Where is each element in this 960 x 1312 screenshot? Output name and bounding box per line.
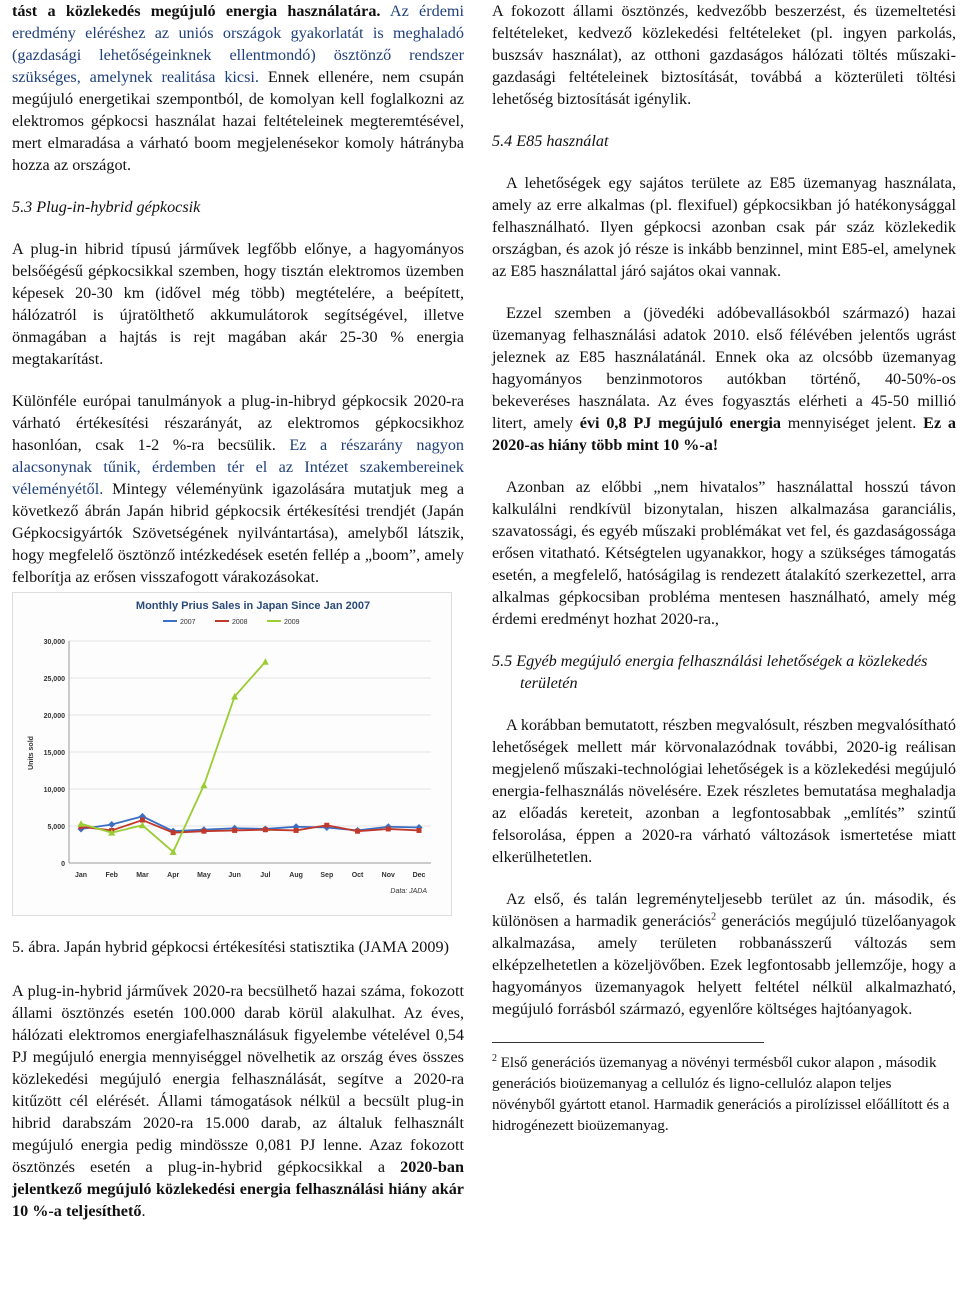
x-tick-label: Jan [74, 872, 88, 879]
next-gen-fuels-paragraph [492, 888, 956, 1020]
series-point-2008 [232, 828, 237, 833]
right-column [492, 0, 956, 1137]
footnote-divider [492, 1042, 764, 1043]
series-point-2008 [324, 823, 329, 828]
footnote-text: Első generációs üzemanyag a növényi termésből cukor alapon , második generációs bioüzemanyag a cellulóz és ligno-cellulóz alapon teljes növényből gyártott etanol. Harmadik generációs a pirolízissel előállított és a hidrogénezett bioüzemanyag. [492, 1055, 950, 1134]
section-5-5-heading: 5.5 Egyéb megújuló energia felhasználási lehetőségek a közlekedés területén [492, 652, 928, 692]
series-point-2009 [200, 782, 207, 789]
estimate-bold: 2020-ban jelentkező megújuló közlekedési energia felhasználási hiány akár 10 %-a teljesíthető [12, 1158, 464, 1220]
y-tick-label: 15,000 [43, 750, 65, 757]
next-gen-text-a: Az első, és talán legreményteljesebb terület az ún. második, és különösen a harmadik generációs [492, 890, 956, 930]
plugin-advantages-paragraph: A plug-in hibrid típusú járművek legfőbb előnye, a hagyományos belsőégésű gépkocsikkal szemben, hogy tisztán elektromos üzemben képesek 20-30 km (idővel még több) megtételére, a beépített, hálózatról is újratölthető akkumulátorok segítségével, illetve önmagában a hajtás is rejt magában akár 25-30 % energia megtakarítást. [12, 240, 464, 368]
intro-blue-text: Az érdemi eredmény eléréshez az uniós országok gyakorlatát is meghaladó (gazdasági lehetőségeinknek ellentmondó) ösztönző rendszer szükséges, amelynek realitása kicsi. [12, 2, 464, 86]
x-tick-label: Oct [351, 872, 364, 879]
estimate-end: . [141, 1202, 146, 1220]
x-tick-label: Apr [167, 872, 180, 879]
series-point-2009 [78, 820, 85, 827]
chart-title: Monthly Prius Sales in Japan Since Jan 2007 [135, 600, 371, 612]
other-options-paragraph: A korábban bemutatott, részben megvalósult, részben megvalósítható lehetőségek mellett már körvonalazódnak további, 2020-ig reálisan megjelenő műszaki-technológiai lehetőségek is a közlekedési megújuló energia-felhasználás növelésére. Ezek részletes bemutatása meghaladja az előadás kereteit, azonban a legfontosabbak „említés” szintű felsorolása, éppen a 2020-ra várható változások ismertetése miatt elkerülhetetlen. [492, 716, 956, 866]
x-tick-label: Aug [289, 872, 303, 879]
x-tick-label: Mar [136, 872, 149, 879]
x-tick-label: Jun [228, 872, 241, 879]
next-gen-text-b: generációs megújuló tüzelőanyagok alkalmazása, amely területen robbanásszerű változás sem elképzelhetetlen a közeljövőben. Ezek legfontosabb jellemzője, hogy a hagyományos üzemanyagok helyett feltétel nélkül alkalmazható, megújuló forrásból származó, egyenlőre költséges hajtóanyagok. [492, 912, 956, 1018]
y-tick-label: 10,000 [43, 787, 65, 794]
intro-paragraph [12, 0, 464, 176]
section-5-3-heading: 5.3 Plug-in-hybrid gépkocsik [12, 198, 201, 216]
series-point-2008 [417, 828, 422, 833]
y-tick-label: 5,000 [47, 824, 65, 831]
studies-text-b: Ez a részarány nagyon alacsonynak tűnik, érdemben tér el az Intézet szakembereinek véleményétől. [12, 436, 465, 498]
series-point-2008 [294, 828, 299, 833]
e85-intro-paragraph: A lehetőségek egy sajátos területe az E85 üzemanyag használata, amely az erre alkalmas (pl. flexifuel) gépkocsikban jó hatékonysággal felhasználható. Ilyen gépkocsi azonban csak pár száz közlekedik országban, és azok jó része is inkább benzinnel, mint E85-el, amelynek az E85 használattal járó sajátos okai vannak. [492, 174, 956, 280]
e85-data-text: Ezzel szemben a (jövedéki adóbevallásokból származó) hazai üzemanyag felhasználási adatok 2010. első félévében jelentős ugrást jeleznek az E85 használatánál. Ennek oka az olcsóbb üzemanyag hagyományos benzinmotoros autókban történő, 40-50%-os bekeveréses használata. Az éves fogyasztás elérheti a 45-50 millió litert, amely [492, 304, 956, 432]
left-column [12, 0, 464, 1222]
footnote [492, 1053, 956, 1137]
x-tick-label: Sep [320, 872, 334, 879]
x-tick-label: Dec [412, 872, 426, 879]
estimate-text: A plug-in-hybrid járművek 2020-ra becsülhető hazai száma, fokozott állami ösztönzés esetén 100.000 darab körül alakulhat. Az éves, hálózati elektromos energiafelhasználásuk figyelembe vételével 0,54 PJ megújuló energia mennyiséggel növelhetik az ország éves összes közlekedési megújuló energia felhasználását, segítve a 2020-ra kitűzött cél elérését. Állami támogatások nélkül a becsült plug-in hibrid darabszám 2020-ra 15.000 darab, az általuk felhasznált megújuló energia pedig mindössze 0,081 PJ lenne. Azaz fokozott ösztönzés esetén a plug-in-hybrid gépkocsikkal a [12, 982, 464, 1176]
y-tick-label: 30,000 [43, 639, 65, 646]
series-point-2008 [355, 829, 360, 834]
series-point-2009 [262, 658, 269, 665]
chart-source: Data: JADA [390, 888, 427, 895]
y-axis-label: Units sold [28, 736, 35, 770]
x-tick-label: May [197, 872, 211, 879]
series-point-2008 [171, 830, 176, 835]
y-tick-label: 20,000 [43, 713, 65, 720]
series-line-2009 [81, 662, 265, 852]
y-tick-label: 25,000 [43, 676, 65, 683]
series-point-2008 [263, 827, 268, 832]
prius-sales-chart [12, 592, 452, 916]
e85-mid-text: mennyiséget jelent. [787, 414, 917, 432]
european-studies-paragraph [12, 390, 464, 588]
e85-data-paragraph [492, 302, 956, 456]
series-point-2008 [386, 826, 391, 831]
intro-bold: tást a közlekedés megújuló energia használatára. [12, 2, 381, 20]
legend-label-2008: 2008 [232, 619, 248, 626]
e85-bold-1: évi 0,8 PJ megújuló energia [579, 414, 781, 432]
x-tick-label: Feb [105, 872, 118, 879]
e85-bold-2: Ez a 2020-as hiány több mint 10 %-a! [492, 414, 957, 454]
footnote-ref: 2 [711, 911, 717, 923]
e85-unofficial-paragraph: Azonban az előbbi „nem hivatalos” használattal hosszú távon kalkulálni rendkívül bizonytalan, hiszen alkalmazása garanciális, szavatossági, és egyéb műszaki problémákat vet fel, és gazdaságossága erősen vitatható. Kétségtelen ugyanakkor, hogy a szükséges támogatás esetén, a megfelelő, hatóságilag is rendezett átalakító szerkezettel, arra alkalmas gépkocsiban probléma mentesen használható, amely még érdemi eredményt hozhat 2020-ra., [492, 478, 956, 628]
series-point-2007 [108, 821, 115, 828]
y-tick-label: 0 [61, 861, 65, 868]
x-tick-label: Nov [381, 872, 395, 879]
footnote-number: 2 [492, 1053, 497, 1064]
section-5-4-heading: 5.4 E85 használat [492, 132, 609, 150]
plugin-estimate-paragraph [12, 980, 464, 1222]
incentives-paragraph: A fokozott állami ösztönzés, kedvezőbb beszerzést, és üzemeltetési feltételeket, kedvező közlekedési feltételeket (pl. ingyen parkolás, buszsáv használat), az otthoni gazdaságos hálózati töltés műszaki-gazdasági feltételeinek biztosítását, továbbá a közterületi töltési lehetőség biztosítását igénylik. [492, 2, 956, 108]
studies-text-c: Mintegy véleményünk igazolására mutatjuk meg a következő ábrán Japán hibrid gépkocsik értékesítési trendjét (Japán Gépkocsigyártók Szövetségének nyilvántartása), amelyből látszik, hogy megfelelő ösztönző intézkedések esetén fellép a „boom”, amely felborítja az erősen visszafogott várakozásokat. [12, 480, 465, 586]
x-tick-label: Jul [260, 872, 271, 879]
legend-label-2007: 2007 [180, 619, 196, 626]
intro-rest: Ennek ellenére, nem csupán megújuló energetikai szempontból, de komolyan kell foglalkozni az elektromos gépkocsi használat hazai feltételeinek megteremtésével, mert elmaradása a várható boom megjelenésekor komoly hátrányba hozza az országot. [12, 68, 464, 174]
studies-text-a: Különféle európai tanulmányok a plug-in-hibryd gépkocsik 2020-ra várható értékesítési részarányát, az elektromos gépkocsikhoz hasonlóan, csak 1-2 %-ra becsülik. [12, 392, 464, 454]
series-point-2008 [201, 829, 206, 834]
figure-caption: 5. ábra. Japán hybrid gépkocsi értékesítési statisztika (JAMA 2009) [12, 938, 449, 956]
legend-label-2009: 2009 [284, 619, 300, 626]
chart-svg [13, 593, 451, 915]
